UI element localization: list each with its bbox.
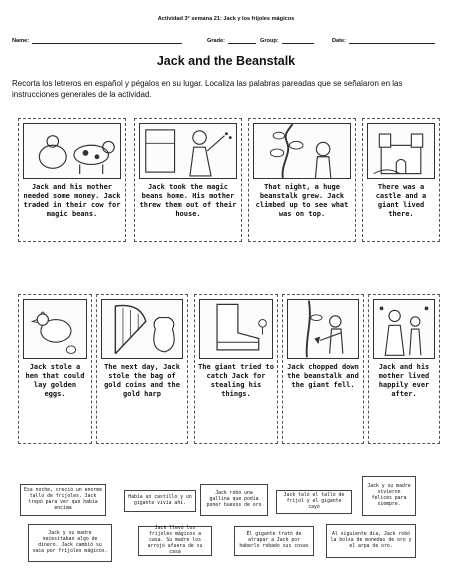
cow-icon: [23, 123, 121, 179]
story-panel: [282, 294, 364, 444]
group-line: [282, 36, 314, 44]
spanish-strip[interactable]: Jack taló el tallo de frijol y el gigante cayó: [276, 490, 352, 514]
spanish-strip[interactable]: Jack robó una gallina que podía poner huevos de oro: [200, 484, 268, 516]
mother-icon: [139, 123, 237, 179]
story-panel: [362, 118, 440, 242]
story-panel: [18, 118, 126, 242]
panel-caption: There was a castle and a giant lived there.: [375, 183, 427, 218]
story-panel: [18, 294, 92, 444]
grade-label: Grade:: [207, 38, 226, 44]
story-panel: [368, 294, 440, 444]
spanish-strip[interactable]: Esa noche, creció un enorme tallo de frijoles. Jack trepó para ver qué había encima: [20, 484, 106, 516]
story-panel: [96, 294, 188, 444]
spanish-strip[interactable]: Jack y su madre vivieron felices para siempre.: [362, 476, 416, 516]
story-panel: [134, 118, 242, 242]
story-panel: [194, 294, 278, 444]
activity-header: Actividad 3° semana 21: Jack y los frijoles mágicos: [157, 16, 295, 22]
name-line: [32, 36, 182, 44]
panel-caption: The giant tried to catch Jack for stealing his things.: [198, 363, 274, 398]
group-label: Group:: [260, 38, 279, 44]
panel-caption: That night, a huge beanstalk grew. Jack climbed up to see what was on top.: [255, 183, 349, 218]
grade-line: [228, 36, 256, 44]
panel-caption: Jack stole a hen that could lay golden eggs.: [25, 363, 85, 398]
spanish-strip[interactable]: Jack y su madre necesitaban algo de dinero. Jack cambió su vaca por frijoles mágicos.: [28, 524, 112, 562]
date-field[interactable]: [332, 36, 435, 44]
group-field[interactable]: [260, 36, 314, 44]
giant-boot-icon: [199, 299, 273, 359]
grade-field[interactable]: [207, 36, 256, 44]
panel-caption: Jack and his mother needed some money. Jack traded in their cow for magic beans.: [23, 183, 121, 218]
spanish-strip[interactable]: Al siguiente día, Jack robó la bolsa de monedas de oro y el arpa de oro.: [326, 524, 416, 558]
instructions-text: Recorta los letreros en español y pégalos en su lugar. Localiza las palabras pareadas que se señalaron en las instrucciones generales de la actividad.: [12, 79, 403, 99]
spanish-strip[interactable]: Jack llevó los frijoles mágicos a casa. Su madre los arrojó afuera de su casa: [138, 526, 212, 556]
axe-icon: [287, 299, 359, 359]
hen-icon: [23, 299, 87, 359]
name-label: Name:: [12, 38, 30, 44]
page-title: Jack and the Beanstalk: [156, 54, 296, 68]
panel-caption: The next day, Jack stole the bag of gold coins and the gold harp: [104, 363, 180, 398]
castle-icon: [367, 123, 435, 179]
panel-caption: Jack took the magic beans home. His mother threw them out of their house.: [139, 183, 237, 218]
beanstalk-icon: [253, 123, 351, 179]
harp-icon: [101, 299, 183, 359]
name-field[interactable]: [12, 36, 192, 44]
spanish-strip[interactable]: El gigante trató de atrapar a Jack por haberlo robado sus cosas: [234, 526, 314, 556]
family-icon: [373, 299, 435, 359]
date-label: Date:: [332, 38, 346, 44]
story-panel: [248, 118, 356, 242]
panel-caption: Jack chopped down the beanstalk and the giant fell.: [287, 363, 359, 389]
date-line: [349, 36, 435, 44]
panel-caption: Jack and his mother lived happily ever after.: [378, 363, 430, 398]
spanish-strip[interactable]: Había un castillo y un gigante vivía ahí.: [124, 490, 196, 512]
